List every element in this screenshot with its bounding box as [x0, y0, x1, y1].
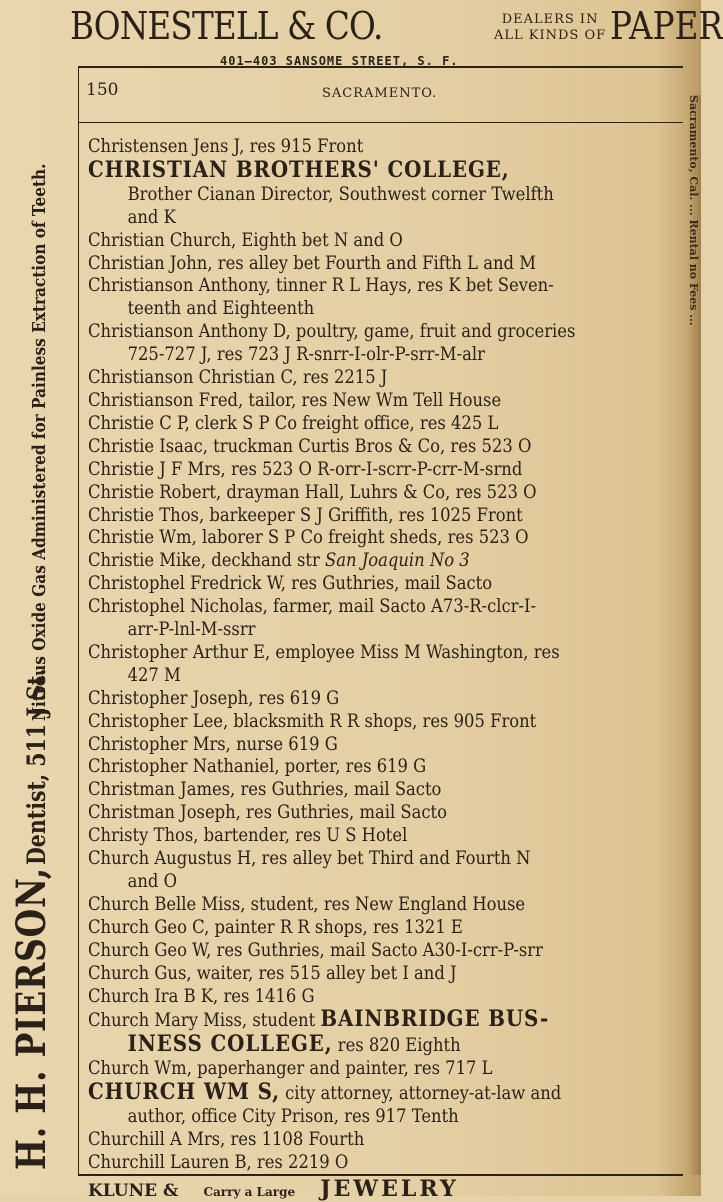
entry-text: res 820 Eighth	[332, 1035, 461, 1057]
entry-text: Christianson Anthony, tinner R L Hays, res K bet Seven-	[88, 275, 554, 297]
header-rule	[78, 122, 683, 123]
entry-text: city attorney, attorney-at-law and	[279, 1083, 562, 1105]
directory-entry	[88, 390, 682, 413]
directory-entry	[88, 642, 682, 665]
footer-mid: Carry a Large	[203, 1185, 296, 1199]
entry-text: Christie C P, clerk S P Co freight office, res 425 L	[88, 412, 499, 434]
directory-entry	[88, 894, 682, 917]
dealers-line-1: DEALERS IN	[501, 12, 599, 27]
directory-entry	[88, 321, 682, 344]
dentist-address: Dentist, 511 J St.	[22, 668, 51, 866]
entry-text: Christopher Joseph, res 619 G	[88, 687, 340, 709]
directory-entry	[88, 802, 682, 825]
entry-text: Christie Wm, laborer S P Co freight sheds, res 523 O	[88, 527, 529, 549]
directory-entry	[88, 665, 722, 688]
entry-text: Church Gus, waiter, res 515 alley bet I and J	[88, 962, 457, 984]
entry-text: Christopher Nathaniel, porter, res 619 G	[88, 756, 427, 778]
entry-text: Christophel Fredrick W, res Guthries, mail Sacto	[88, 573, 493, 595]
entry-text: teenth and Eighteenth	[127, 298, 315, 320]
dealers-text	[494, 12, 606, 44]
entry-text: Church Geo C, painter R R shops, res 1321 E	[88, 916, 463, 938]
directory-entry	[88, 1129, 682, 1152]
entry-text: BAINBRIDGE BUS-	[320, 1006, 550, 1033]
directory-entry	[88, 963, 682, 986]
directory-entry	[88, 413, 682, 436]
dentist-service: Nitrous Oxide Gas Administered for Painless Extraction of Teeth.	[29, 163, 50, 721]
directory-entry	[88, 986, 682, 1009]
entry-text: Brother Cianan Director, Southwest corner Twelfth	[127, 183, 554, 205]
directory-entry	[88, 688, 682, 711]
directory-entry	[88, 1008, 682, 1033]
entry-text: Christie J F Mrs, res 523 O R-orr-I-scrr-P-crr-M-srnd	[88, 458, 523, 480]
entry-text: Christianson Anthony D, poultry, game, fruit and groceries	[88, 321, 576, 343]
entry-text: Churchill A Mrs, res 1108 Fourth	[88, 1128, 365, 1150]
entry-text: and O	[127, 871, 178, 892]
entry-text: arr-P-lnl-M-ssrr	[127, 619, 256, 641]
directory-entry	[88, 184, 722, 207]
entry-text: Christian John, res alley bet Fourth and Fifth L and M	[88, 252, 536, 274]
directory-entry	[88, 1081, 682, 1106]
entry-text: Church Mary Miss, student	[88, 1010, 321, 1032]
entry-text: Christie Isaac, truckman Curtis Bros & Co, res 523 O	[88, 435, 532, 457]
directory-entry	[88, 550, 682, 573]
entry-text: Church Ira B K, res 1416 G	[88, 985, 315, 1007]
entry-text: INESS COLLEGE,	[127, 1031, 333, 1058]
entry-text: Church Wm, paperhanger and painter, res 717 L	[88, 1058, 493, 1080]
vertical-dentist-ad	[8, 70, 68, 1170]
directory-entry	[88, 344, 722, 367]
entry-text: Christopher Mrs, nurse 619 G	[88, 733, 338, 755]
directory-entry	[88, 596, 682, 619]
entry-text: Christman Joseph, res Guthries, mail Sacto	[88, 802, 448, 824]
directory-entry	[88, 207, 722, 230]
directory-entry	[88, 779, 682, 802]
entry-text: Christensen Jens J, res 915 Front	[88, 136, 364, 157]
directory-entry	[88, 825, 682, 848]
directory-entry	[88, 436, 682, 459]
page-number: 150	[86, 80, 119, 100]
entry-text: Christopher Arthur E, employee Miss M Washington, res	[88, 641, 560, 663]
entry-text: Churchill Lauren B, res 2219 O	[88, 1151, 349, 1173]
entry-text: Christie Robert, drayman Hall, Luhrs & Co, res 523 O	[88, 481, 537, 503]
directory-entry	[88, 573, 682, 596]
right-strip-text: Sacramento, Cal. ... Rental no Fees ...	[687, 95, 700, 326]
directory-entry	[88, 527, 682, 550]
entry-text: San Joaquin No 3	[325, 550, 470, 572]
directory-entry	[88, 917, 682, 940]
entry-text: Christman James, res Guthries, mail Sacto	[88, 779, 442, 801]
directory-entry	[88, 298, 722, 321]
advertisement-header	[70, 4, 723, 74]
directory-entry	[88, 711, 682, 734]
entry-text: Christophel Nicholas, farmer, mail Sacto A73-R-clcr-I-	[88, 596, 537, 618]
entry-text: Church Geo W, res Guthries, mail Sacto A30-I-crr-P-srr	[88, 939, 543, 961]
directory-entry	[88, 734, 682, 757]
firm-address: 401—403 SANSOME STREET, S. F.	[220, 54, 459, 68]
directory-entry	[88, 253, 682, 276]
top-rule	[78, 66, 683, 68]
directory-entry	[88, 367, 682, 390]
entry-text: Church Augustus H, res alley bet Third and Fourth N	[88, 848, 531, 870]
footer-right: JEWELRY	[320, 1176, 459, 1202]
entry-text: Church Belle Miss, student, res New England House	[88, 893, 526, 915]
directory-entry	[88, 756, 682, 779]
entry-text: Christy Thos, bartender, res U S Hotel	[88, 825, 408, 847]
entry-text: CHURCH WM S,	[88, 1079, 280, 1106]
directory-entry	[88, 505, 682, 528]
directory-entry	[88, 940, 682, 963]
dealers-line-2: ALL KINDS OF	[494, 28, 607, 43]
directory-entry	[88, 1152, 682, 1175]
entry-text: Christianson Christian C, res 2215 J	[88, 367, 388, 389]
directory-entry	[88, 848, 682, 871]
directory-entry	[88, 1106, 722, 1129]
directory-entry	[88, 482, 682, 505]
directory-entries	[88, 136, 682, 1175]
product-name: PAPER	[610, 4, 723, 48]
entry-text: 725-727 J, res 723 J R-snrr-I-olr-P-srr-M-alr	[127, 344, 485, 366]
directory-entry	[88, 156, 682, 184]
directory-entry	[88, 1058, 682, 1081]
entry-text: CHRISTIAN BROTHERS' COLLEGE,	[88, 156, 510, 183]
entry-text: 427 M	[127, 664, 181, 686]
directory-entry	[88, 136, 682, 159]
left-rule	[78, 66, 79, 1176]
entry-text: author, office City Prison, res 917 Tenth	[127, 1106, 459, 1128]
advertisement-footer	[88, 1176, 688, 1202]
page-title: SACRAMENTO.	[322, 86, 438, 101]
entry-text: Christianson Fred, tailor, res New Wm Tell House	[88, 389, 502, 411]
entry-text: Christie Mike, deckhand str	[88, 550, 326, 572]
directory-entry	[88, 1033, 722, 1058]
footer-left: KLUNE &	[88, 1181, 179, 1201]
directory-entry	[88, 619, 722, 642]
entry-text: Christie Thos, barkeeper S J Griffith, res 1025 Front	[88, 504, 523, 526]
entry-text: Christopher Lee, blacksmith R R shops, res 905 Front	[88, 710, 537, 732]
directory-entry	[88, 275, 682, 298]
directory-entry	[88, 459, 682, 482]
entry-text: and K	[127, 206, 176, 228]
directory-entry	[88, 871, 722, 894]
entry-text: Christian Church, Eighth bet N and O	[88, 229, 403, 251]
directory-entry	[88, 230, 682, 253]
dentist-name: H. H. PIERSON,	[8, 867, 55, 1170]
firm-name: BONESTELL & CO.	[70, 4, 383, 48]
